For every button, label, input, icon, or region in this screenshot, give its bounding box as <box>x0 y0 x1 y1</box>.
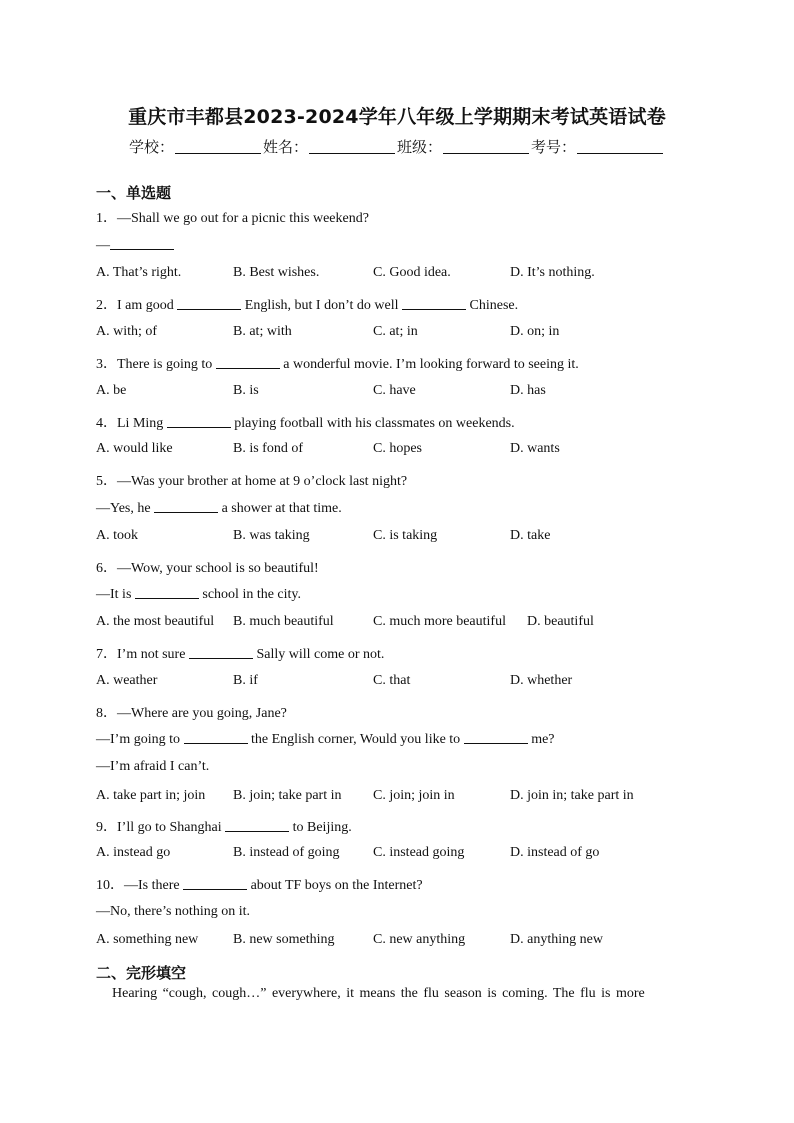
question-2-stem: 2．I am good English, but I don’t do well Chinese. <box>96 298 519 313</box>
question-9-option-b[interactable]: B. instead of going <box>233 845 340 860</box>
question-9-option-c[interactable]: C. instead going <box>373 845 465 860</box>
answer-blank[interactable] <box>167 415 231 428</box>
question-8-option-d[interactable]: D. join in; take part in <box>510 788 634 803</box>
question-6-option-d[interactable]: D. beautiful <box>527 614 594 629</box>
answer-blank[interactable] <box>183 877 247 890</box>
question-8-line-2: —I’m going to the English corner, Would you like to me? <box>96 732 555 747</box>
answer-blank[interactable] <box>110 237 174 250</box>
question-4-option-c[interactable]: C. hopes <box>373 441 422 456</box>
question-10-option-b[interactable]: B. new something <box>233 932 335 947</box>
number-label: 考号： <box>531 138 577 156</box>
question-6-option-a[interactable]: A. the most beautiful <box>96 614 215 629</box>
question-5-option-a[interactable]: A. took <box>96 528 138 543</box>
question-8-option-b[interactable]: B. join; take part in <box>233 788 342 803</box>
question-3-option-b[interactable]: B. is <box>233 383 259 398</box>
section-heading-single-choice: 一、单选题 <box>96 184 172 202</box>
question-4-option-b[interactable]: B. is fond of <box>233 441 303 456</box>
answer-blank[interactable] <box>184 731 248 744</box>
question-6-stem: 6．—Wow, your school is so beautiful! <box>96 561 319 576</box>
question-6-line-2: —It is school in the city. <box>96 587 302 602</box>
question-1-option-c[interactable]: C. Good idea. <box>373 265 451 280</box>
question-6-option-c[interactable]: C. much more beautiful <box>373 614 506 629</box>
question-3-option-a[interactable]: A. be <box>96 383 127 398</box>
answer-blank[interactable] <box>189 646 253 659</box>
question-5-line-2: —Yes, he a shower at that time. <box>96 501 342 516</box>
question-7-option-b[interactable]: B. if <box>233 673 258 688</box>
answer-blank[interactable] <box>135 586 199 599</box>
question-8-line-3: —I’m afraid I can’t. <box>96 759 210 774</box>
question-3-option-c[interactable]: C. have <box>373 383 416 398</box>
question-10-line-2: —No, there’s nothing on it. <box>96 904 250 919</box>
number-blank[interactable] <box>577 139 663 154</box>
question-4-option-d[interactable]: D. wants <box>510 441 560 456</box>
question-5-option-d[interactable]: D. take <box>510 528 551 543</box>
question-2-option-c[interactable]: C. at; in <box>373 324 418 339</box>
class-label: 班级： <box>397 138 443 156</box>
section-heading-cloze: 二、完形填空 <box>96 964 187 982</box>
question-1-answer-line: — <box>96 237 174 254</box>
name-label: 姓名： <box>262 138 308 156</box>
class-blank[interactable] <box>443 139 529 154</box>
question-8-stem: 8．—Where are you going, Jane? <box>96 706 287 721</box>
question-9-option-d[interactable]: D. instead of go <box>510 845 600 860</box>
question-2-option-a[interactable]: A. with; of <box>96 324 158 339</box>
question-5-option-c[interactable]: C. is taking <box>373 528 438 543</box>
question-8-option-c[interactable]: C. join; join in <box>373 788 455 803</box>
question-3-stem: 3．There is going to a wonderful movie. I’m looking forward to seeing it. <box>96 357 579 372</box>
exam-title: 重庆市丰都县2023-2024学年八年级上学期期末考试英语试卷 <box>128 106 666 128</box>
question-2-option-d[interactable]: D. on; in <box>510 324 560 339</box>
name-blank[interactable] <box>309 139 395 154</box>
school-label: 学校： <box>128 138 174 156</box>
question-8-option-a[interactable]: A. take part in; join <box>96 788 206 803</box>
answer-blank[interactable] <box>177 297 241 310</box>
question-2-option-b[interactable]: B. at; with <box>233 324 292 339</box>
question-4-option-a[interactable]: A. would like <box>96 441 173 456</box>
question-7-option-d[interactable]: D. whether <box>510 673 573 688</box>
question-4-stem: 4．Li Ming playing football with his classmates on weekends. <box>96 416 515 431</box>
question-6-option-b[interactable]: B. much beautiful <box>233 614 334 629</box>
question-9-option-a[interactable]: A. instead go <box>96 845 171 860</box>
answer-blank[interactable] <box>216 356 280 369</box>
question-9-stem: 9．I’ll go to Shanghai to Beijing. <box>96 820 352 835</box>
answer-blank[interactable] <box>154 500 218 513</box>
answer-blank[interactable] <box>464 731 528 744</box>
question-5-stem: 5．—Was your brother at home at 9 o’clock last night? <box>96 474 408 489</box>
question-1-option-d[interactable]: D. It’s nothing. <box>510 265 595 280</box>
school-blank[interactable] <box>175 139 261 154</box>
question-7-option-c[interactable]: C. that <box>373 673 411 688</box>
answer-blank[interactable] <box>225 819 289 832</box>
question-10-option-a[interactable]: A. something new <box>96 932 199 947</box>
cloze-paragraph: Hearing “cough, cough…” everywhere, it means the flu season is coming. The flu is more <box>112 986 645 1001</box>
question-1-option-a[interactable]: A. That’s right. <box>96 265 182 280</box>
question-3-option-d[interactable]: D. has <box>510 383 546 398</box>
student-info-line <box>0 136 794 157</box>
question-1-option-b[interactable]: B. Best wishes. <box>233 265 320 280</box>
question-10-option-d[interactable]: D. anything new <box>510 932 603 947</box>
question-7-option-a[interactable]: A. weather <box>96 673 158 688</box>
question-7-stem: 7．I’m not sure Sally will come or not. <box>96 647 385 662</box>
question-5-option-b[interactable]: B. was taking <box>233 528 310 543</box>
answer-blank[interactable] <box>402 297 466 310</box>
question-10-stem: 10．—Is there about TF boys on the Internet? <box>96 878 423 893</box>
question-10-option-c[interactable]: C. new anything <box>373 932 466 947</box>
question-1-stem: 1．—Shall we go out for a picnic this weekend? <box>96 211 369 226</box>
